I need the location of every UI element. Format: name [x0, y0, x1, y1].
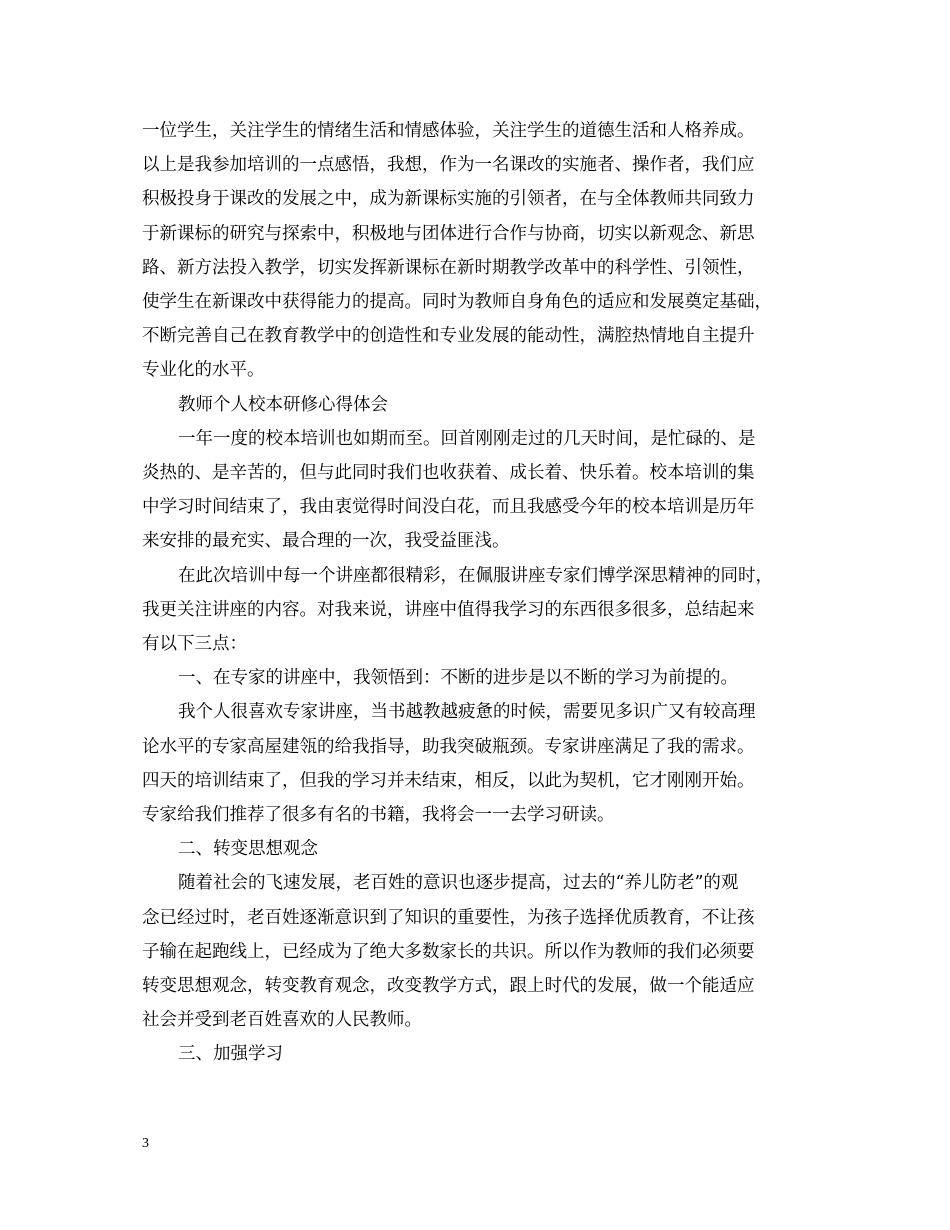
document-body: [142, 114, 832, 1072]
text-line: 炎热的、是辛苦的，但与此同时我们也收获着、成长着、快乐着。校本培训的集: [142, 463, 755, 484]
text-line: 来安排的最充实、最合理的一次，我受益匪浅。: [142, 531, 510, 552]
text-line: 不断完善自己在教育教学中的创造性和专业发展的能动性，满腔热情地自主提升: [142, 326, 755, 347]
text-line: 我更关注讲座的内容。对我来说，讲座中值得我学习的东西很多很多，总结起来: [142, 599, 755, 620]
text-line: 一、在专家的讲座中，我领悟到：不断的进步是以不断的学习为前提的。: [178, 668, 738, 689]
text-line: 我个人很喜欢专家讲座，当书越教越疲惫的时候，需要见多识广又有较高理: [178, 702, 756, 723]
text-line: 以上是我参加培训的一点感悟，我想，作为一名课改的实施者、操作者，我们应: [142, 155, 755, 176]
text-line: 论水平的专家高屋建瓴的给我指导，助我突破瓶颈。专家讲座满足了我的需求。: [142, 736, 755, 757]
text-line: 于新课标的研究与探索中，积极地与团体进行合作与协商，切实以新观念、新思: [142, 223, 755, 244]
text-line: 一位学生，关注学生的情绪生活和情感体验，关注学生的道德生活和人格养成。: [142, 121, 755, 141]
text-line: 转变思想观念，转变教育观念，改变教学方式，跟上时代的发展，做一个能适应: [142, 976, 755, 997]
text-line: 子输在起跑线上，已经成为了绝大多数家长的共识。所以作为教师的我们必须要: [142, 941, 755, 962]
text-line: 使学生在新课改中获得能力的提高。同时为教师自身角色的适应和发展奠定基础，: [142, 292, 772, 313]
text-line: 二、转变思想观念: [178, 839, 318, 860]
text-line: 有以下三点：: [142, 634, 247, 655]
text-line: 专家给我们推荐了很多有名的书籍，我将会一一去学习研读。: [142, 805, 615, 826]
page-number: 3: [142, 1136, 149, 1151]
text-line: 一年一度的校本培训也如期而至。回首刚刚走过的几天时间，是忙碌的、是: [178, 428, 756, 449]
text-line: 路、新方法投入教学，切实发挥新课标在新时期教学改革中的科学性、引领性，: [142, 257, 755, 278]
text-line: 教师个人校本研修心得体会: [178, 394, 388, 415]
text-line: 念已经过时，老百姓逐渐意识到了知识的重要性，为孩子选择优质教育，不让孩: [142, 907, 755, 928]
text-line: 三、加强学习: [178, 1044, 283, 1065]
text-line: 在此次培训中每一个讲座都很精彩，在佩服讲座专家们博学深思精神的同时，: [178, 565, 773, 586]
text-line: 积极投身于课改的发展之中，成为新课标实施的引领者，在与全体教师共同致力: [142, 189, 755, 210]
text-line: 随着社会的飞速发展，老百姓的意识也逐步提高，过去的“养儿防老”的观: [178, 873, 739, 894]
text-line: 社会并受到老百姓喜欢的人民教师。: [142, 1010, 422, 1031]
text-line: 中学习时间结束了，我由衷觉得时间没白花，而且我感受今年的校本培训是历年: [142, 497, 755, 518]
text-line: 专业化的水平。: [142, 360, 265, 381]
text-line: 四天的培训结束了，但我的学习并未结束，相反，以此为契机，它才刚刚开始。: [142, 770, 755, 791]
